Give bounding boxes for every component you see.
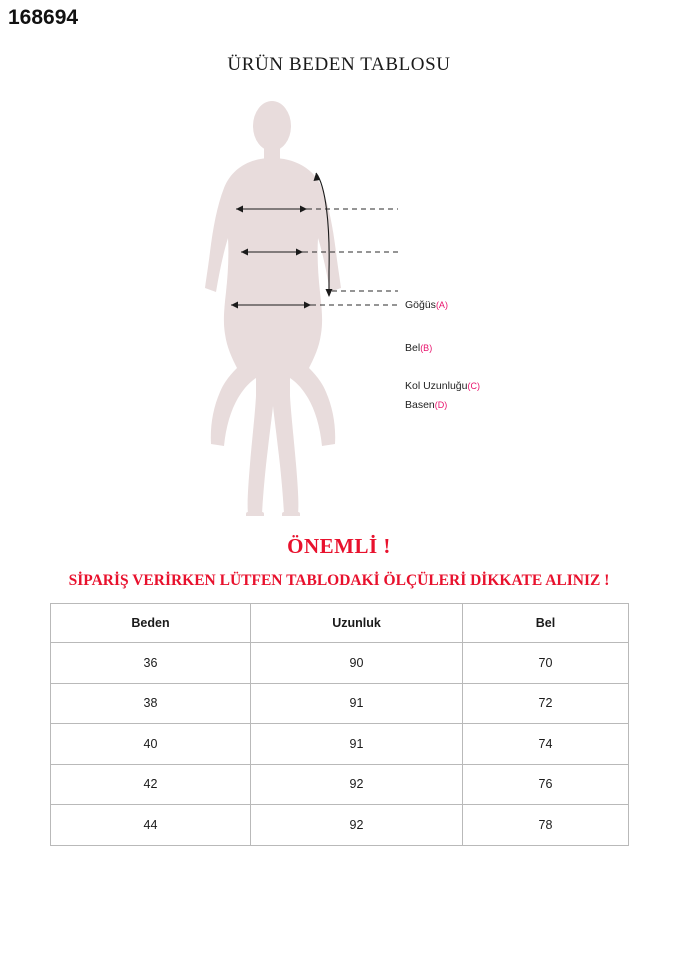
cell-size: 40 [51,724,251,765]
column-header-length: Uzunluk [251,604,463,643]
label-waist-text: Bel [405,342,421,354]
label-sleeve-letter: (C) [467,381,480,391]
cell-size: 42 [51,764,251,805]
cell-waist: 72 [463,683,629,724]
label-bust-letter: (A) [435,300,448,310]
cell-waist: 76 [463,764,629,805]
body-silhouette-icon [0,96,678,516]
page-title: ÜRÜN BEDEN TABLOSU [227,54,451,75]
important-heading: ÖNEMLİ ! [287,534,391,558]
table-header-row [51,604,629,643]
table-row [51,805,629,846]
cell-size: 36 [51,643,251,684]
cell-waist: 74 [463,724,629,765]
cell-waist: 70 [463,643,629,684]
label-bust [405,299,448,311]
label-waist [405,342,432,354]
label-bust-text: Göğüs [405,299,436,311]
table-row [51,724,629,765]
table-row [51,683,629,724]
important-note: SİPARİŞ VERİRKEN LÜTFEN TABLODAKİ ÖLÇÜLERİ DİKKATE ALINIZ ! [68,572,610,589]
label-sleeve-length [405,380,480,392]
table-row [51,643,629,684]
cell-length: 91 [251,724,463,765]
cell-size: 44 [51,805,251,846]
table-row [51,764,629,805]
size-table [50,603,629,846]
cell-size: 38 [51,683,251,724]
cell-length: 90 [251,643,463,684]
label-sleeve-text: Kol Uzunluğu [405,380,468,392]
size-figure [0,96,678,516]
cell-length: 92 [251,805,463,846]
label-hip [405,399,447,411]
label-hip-text: Basen [405,399,435,411]
label-hip-letter: (D) [434,400,448,410]
label-waist-letter: (B) [420,343,433,353]
cell-length: 91 [251,683,463,724]
column-header-size: Beden [51,604,251,643]
cell-length: 92 [251,764,463,805]
product-code: 168694 [8,6,79,29]
cell-waist: 78 [463,805,629,846]
column-header-waist: Bel [463,604,629,643]
